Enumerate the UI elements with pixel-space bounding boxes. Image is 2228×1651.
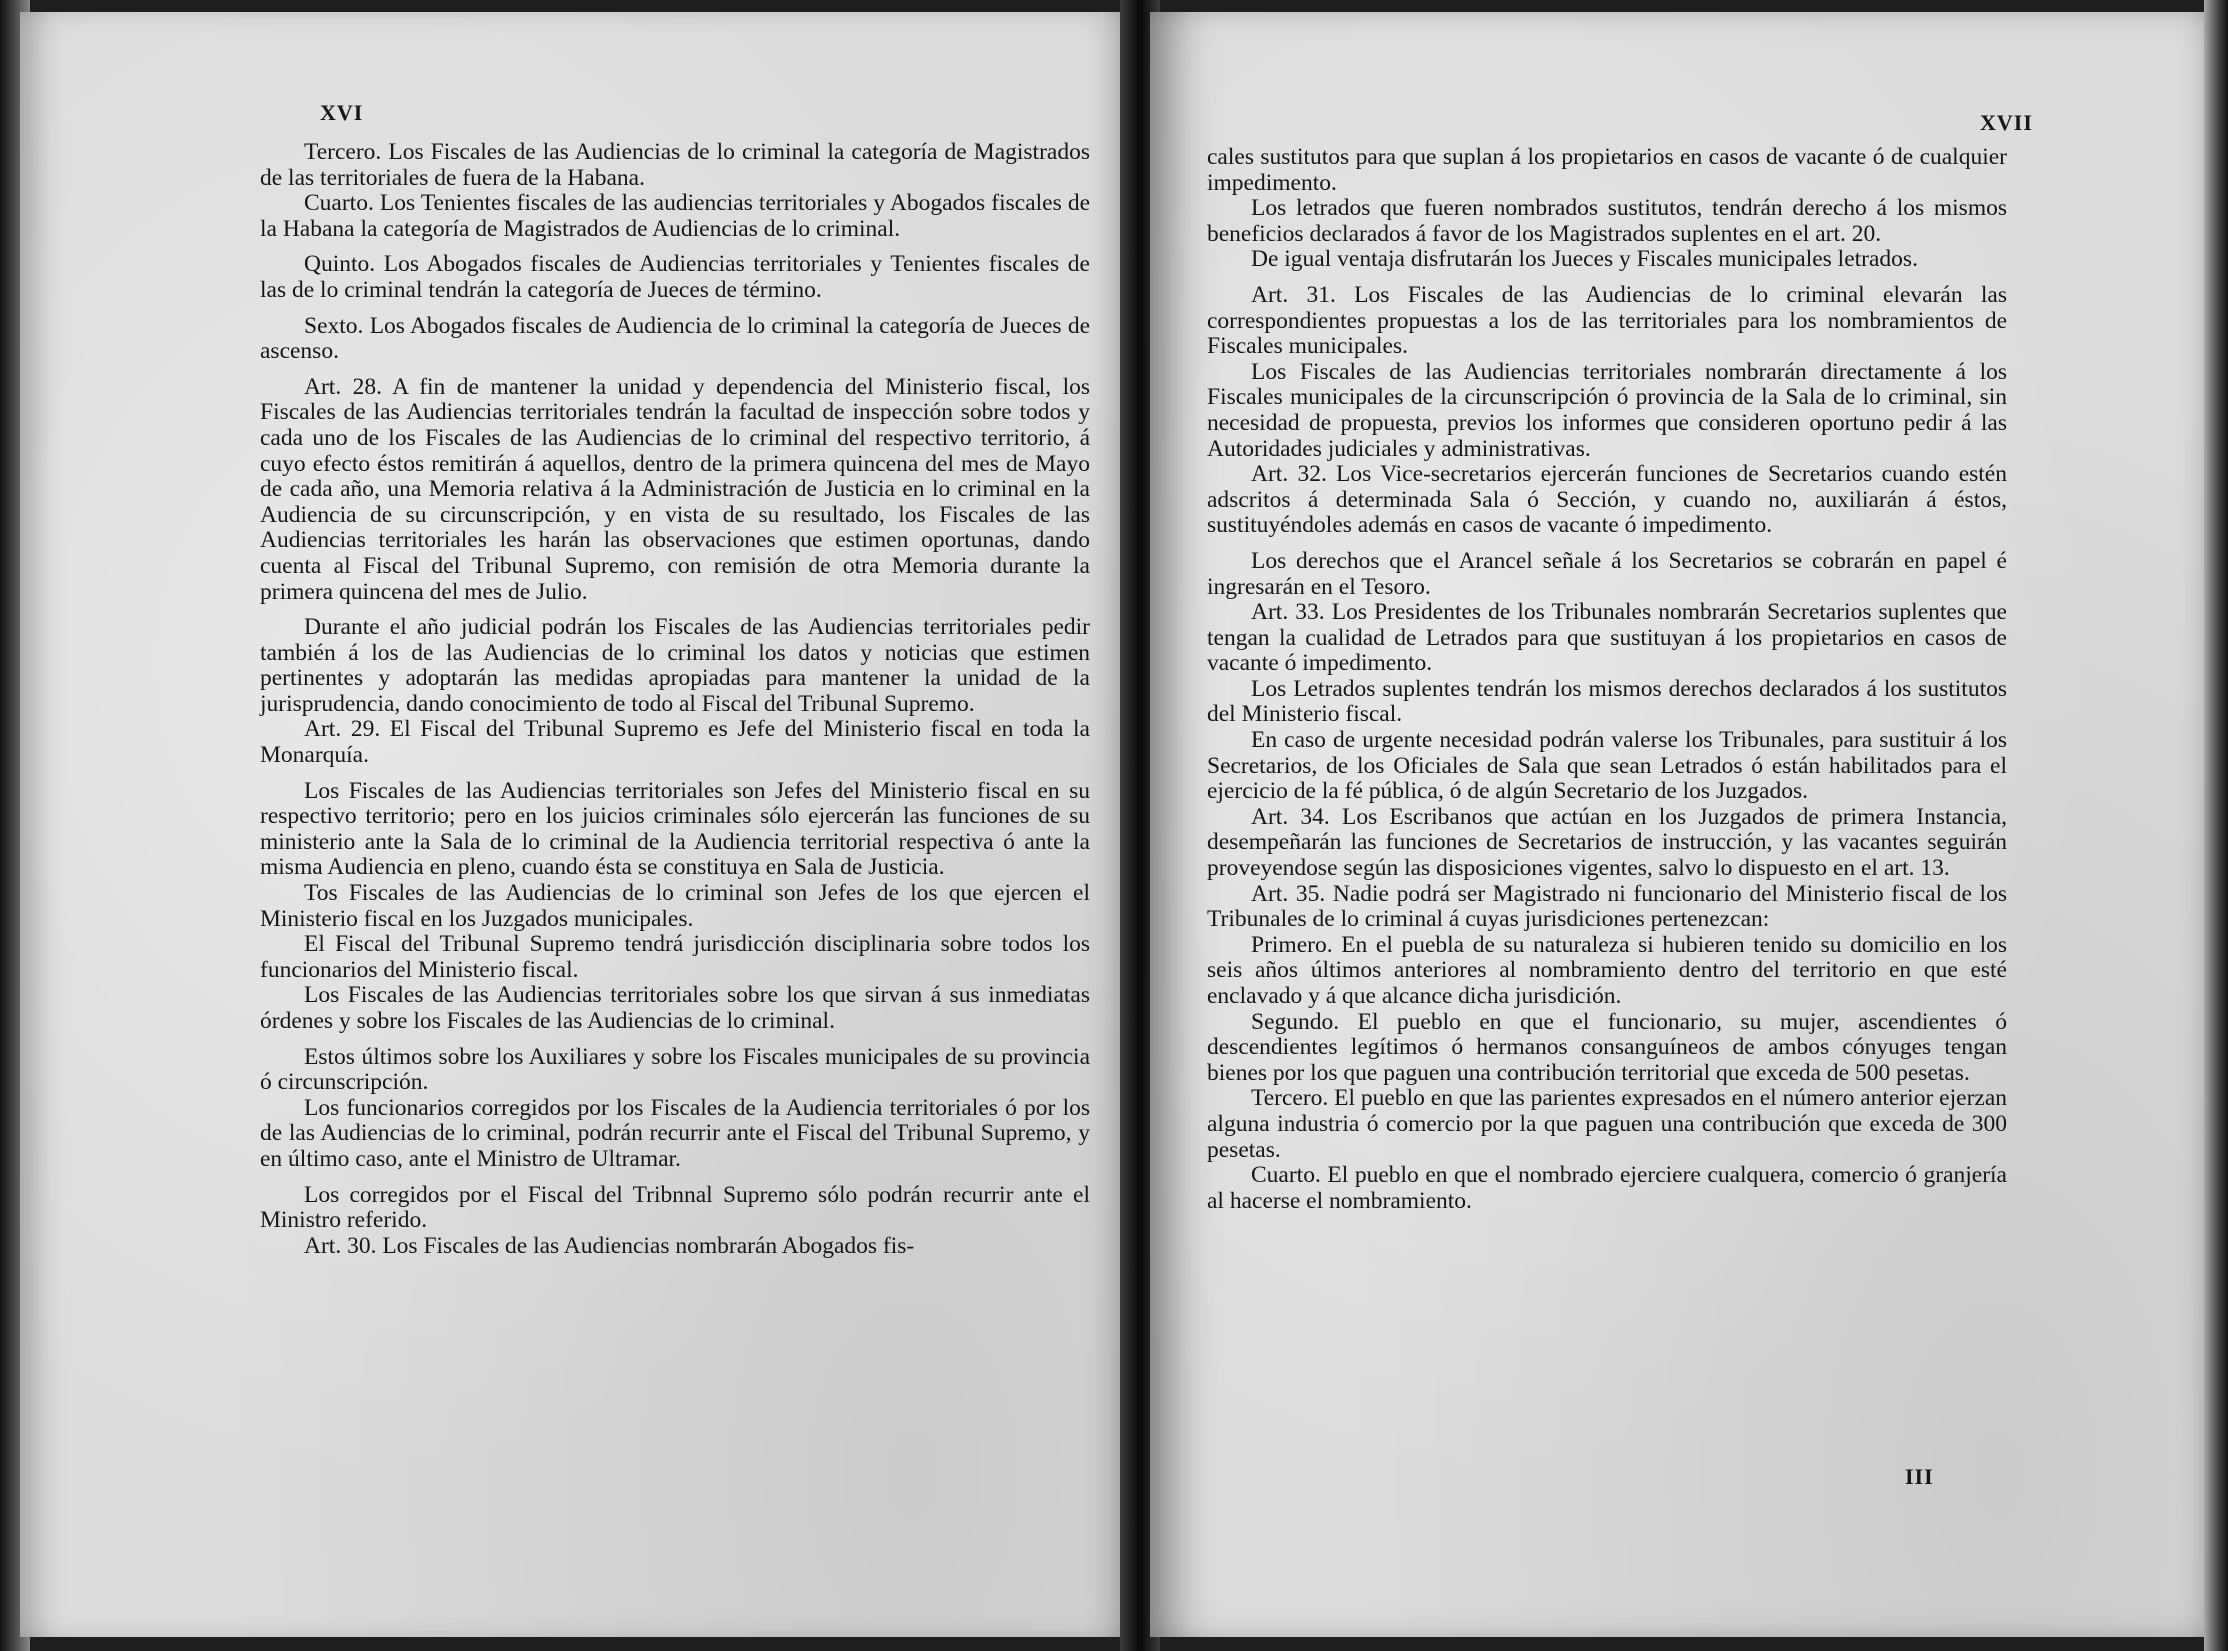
paragraph: Los Fiscales de las Audiencias territoriales sobre los que sirvan á sus inmediatas órdenes y sobre los Fiscales de las Audiencias de lo criminal. bbox=[260, 982, 1090, 1034]
paragraph: Estos últimos sobre los Auxiliares y sobre los Fiscales municipales de su provincia ó circunscripción. bbox=[260, 1043, 1090, 1096]
paragraph: Sexto. Los Abogados fiscales de Audiencia de lo criminal la categoría de Jueces de ascenso. bbox=[260, 312, 1090, 365]
paragraph: En caso de urgente necesidad podrán valerse los Tribunales, para sustituir á los Secretarios, de los Oficiales de Sala que sean Letrados ó están habilitados para el ejercicio de la fé pública, ó de algún Secretario de los Juzgados. bbox=[1207, 727, 2007, 805]
paragraph: Los Fiscales de las Audiencias territoriales nombrarán directamente á los Fiscales municipales de la circunscripción ó provincia de la Sala de lo criminal, sin necesidad de propuesta, previos los informes que consideren oportuno pedir á las Autoridades judiciales y administrativas. bbox=[1207, 358, 2007, 462]
paragraph: Los derechos que el Arancel señale á los Secretarios se cobrarán en papel é ingresarán en el Tesoro. bbox=[1207, 547, 2007, 600]
paragraph: Cuarto. Los Tenientes fiscales de las audiencias territoriales y Abogados fiscales de la Habana la categoría de Magistrados de Audiencias de lo criminal. bbox=[260, 190, 1090, 242]
paragraph: Segundo. El pueblo en que el funcionario, su mujer, ascendientes ó descendientes legítimos ó hermanos consanguíneos de ambos cónyuges tengan bienes por los que paguen una contribución territorial que exceda de 500 pesetas. bbox=[1207, 1008, 2007, 1086]
paragraph: Tos Fiscales de las Audiencias de lo criminal son Jefes de los que ejercen el Ministerio fiscal en los Juzgados municipales. bbox=[260, 880, 1090, 932]
paragraph: Los Fiscales de las Audiencias territoriales son Jefes del Ministerio fiscal en su respectivo territorio; pero en los juicios criminales sólo ejercerán las funciones de su ministerio ante la Sala de lo criminal de la Audiencia territorial respectiva ó ante la misma Audiencia en pleno, cuando ésta se constituya en Sala de Justicia. bbox=[260, 777, 1090, 881]
paragraph: El Fiscal del Tribunal Supremo tendrá jurisdicción disciplinaria sobre todos los funcionarios del Ministerio fiscal. bbox=[260, 931, 1090, 983]
paragraph: Cuarto. El pueblo en que el nombrado ejerciere cualquera, comercio ó granjería al hacerse el nombramiento. bbox=[1207, 1162, 2007, 1214]
paragraph: Quinto. Los Abogados fiscales de Audiencias territoriales y Tenientes fiscales de las de lo criminal tendrán la categoría de Jueces de término. bbox=[260, 251, 1090, 303]
right-page-text bbox=[1207, 145, 2007, 1214]
paragraph: Art. 31. Los Fiscales de las Audiencias de lo criminal elevarán las correspondientes propuestas a los de las territoriales para los nombramientos de Fiscales municipales. bbox=[1207, 281, 2007, 360]
right-page bbox=[1150, 12, 2210, 1637]
paragraph: Los Letrados suplentes tendrán los mismos derechos declarados á los sustitutos del Ministerio fiscal. bbox=[1207, 675, 2007, 728]
paragraph: cales sustitutos para que suplan á los propietarios en casos de vacante ó de cualquier impedimento. bbox=[1207, 144, 2007, 196]
left-page-number: XVI bbox=[320, 100, 364, 125]
right-page-number: XVII bbox=[1980, 110, 2033, 135]
paragraph: Art. 30. Los Fiscales de las Audiencias nombrarán Abogados fis- bbox=[304, 1232, 915, 1259]
paragraph: Los corregidos por el Fiscal del Tribnnal Supremo sólo podrán recurrir ante el Ministro referido. bbox=[260, 1181, 1090, 1234]
paragraph: Tercero. El pueblo en que las parientes expresados en el número anterior ejerzan alguna industria ó comercio por la que paguen una contribución que exceda de 300 pesetas. bbox=[1207, 1085, 2007, 1163]
paragraph: Art. 32. Los Vice-secretarios ejercerán funciones de Secretarios cuando estén adscritos á determinada Sala ó Sección, y cuando no, auxiliarán á éstos, sustituyéndoles además en casos de vacante ó impedimento. bbox=[1207, 461, 2007, 539]
paragraph: Art. 28. A fin de mantener la unidad y dependencia del Ministerio fiscal, los Fiscales de las Audiencias territoriales tendrán la facultad de inspección sobre todos y cada uno de los Fiscales de las Audiencias de lo criminal del respectivo territorio, á cuyo efecto éstos remitirán á aquellos, dentro de la primera quincena del mes de Mayo de cada año, una Memoria relativa á la Administración de Justicia en lo criminal en la Audiencia de su circunscripción, y en vista de su resultado, los Fiscales de las Audiencias territoriales les harán las observaciones que estimen oportunas, dando cuenta al Fiscal del Tribunal Supremo, con remisión de otra Memoria durante la primera quincena del mes de Julio. bbox=[260, 373, 1090, 605]
paragraph: Art. 29. El Fiscal del Tribunal Supremo es Jefe del Ministerio fiscal en toda la Monarquía. bbox=[260, 716, 1090, 769]
paragraph: Art. 33. Los Presidentes de los Tribunales nombrarán Secretarios suplentes que tengan la cualidad de Letrados para que sustituyan á los propietarios en casos de vacante ó impedimento. bbox=[1207, 599, 2007, 677]
paragraph: Art. 34. Los Escribanos que actúan en los Juzgados de primera Instancia, desempeñarán las funciones de Secretarios de instrucción, y las vacantes seguirán proveyendose según las disposiciones vigentes, salvo lo dispuesto en el art. 13. bbox=[1207, 803, 2007, 882]
paragraph: Tercero. Los Fiscales de las Audiencias de lo criminal la categoría de Magistrados de las territoriales de fuera de la Habana. bbox=[260, 139, 1090, 191]
signature-mark: III bbox=[1905, 1464, 1934, 1489]
paragraph: De igual ventaja disfrutarán los Jueces y Fiscales municipales letrados. bbox=[1251, 246, 1918, 273]
left-page-text bbox=[260, 140, 1090, 1259]
paragraph: Durante el año judicial podrán los Fiscales de las Audiencias territoriales pedir también á los de las Audiencias de lo criminal los datos y noticias que estimen pertinentes y adoptarán las medidas apropiadas para mantener la unidad de la jurisprudencia, dando conocimiento de todo al Fiscal del Tribunal Supremo. bbox=[260, 614, 1090, 717]
scan-right-edge bbox=[2204, 0, 2228, 1651]
paragraph: Los letrados que fueren nombrados sustitutos, tendrán derecho á los mismos beneficios declarados á favor de los Magistrados suplentes en el art. 20. bbox=[1207, 195, 2007, 247]
paragraph: Art. 35. Nadie podrá ser Magistrado ni funcionario del Ministerio fiscal de los Tribunales de lo criminal á cuyas jurisdiciones pertenezcan: bbox=[1207, 880, 2007, 933]
paragraph: Primero. En el puebla de su naturaleza si hubieren tenido su domicilio en los seis años últimos anteriores al nombramiento dentro del territorio en que esté enclavado y á que alcance dicha jurisdición. bbox=[1207, 931, 2007, 1009]
left-page bbox=[20, 12, 1135, 1637]
paragraph: Los funcionarios corregidos por los Fiscales de la Audiencia territoriales ó por los de las Audiencias de lo criminal, podrán recurrir ante el Fiscal del Tribunal Supremo, y en último caso, ante el Ministro de Ultramar. bbox=[260, 1094, 1090, 1172]
